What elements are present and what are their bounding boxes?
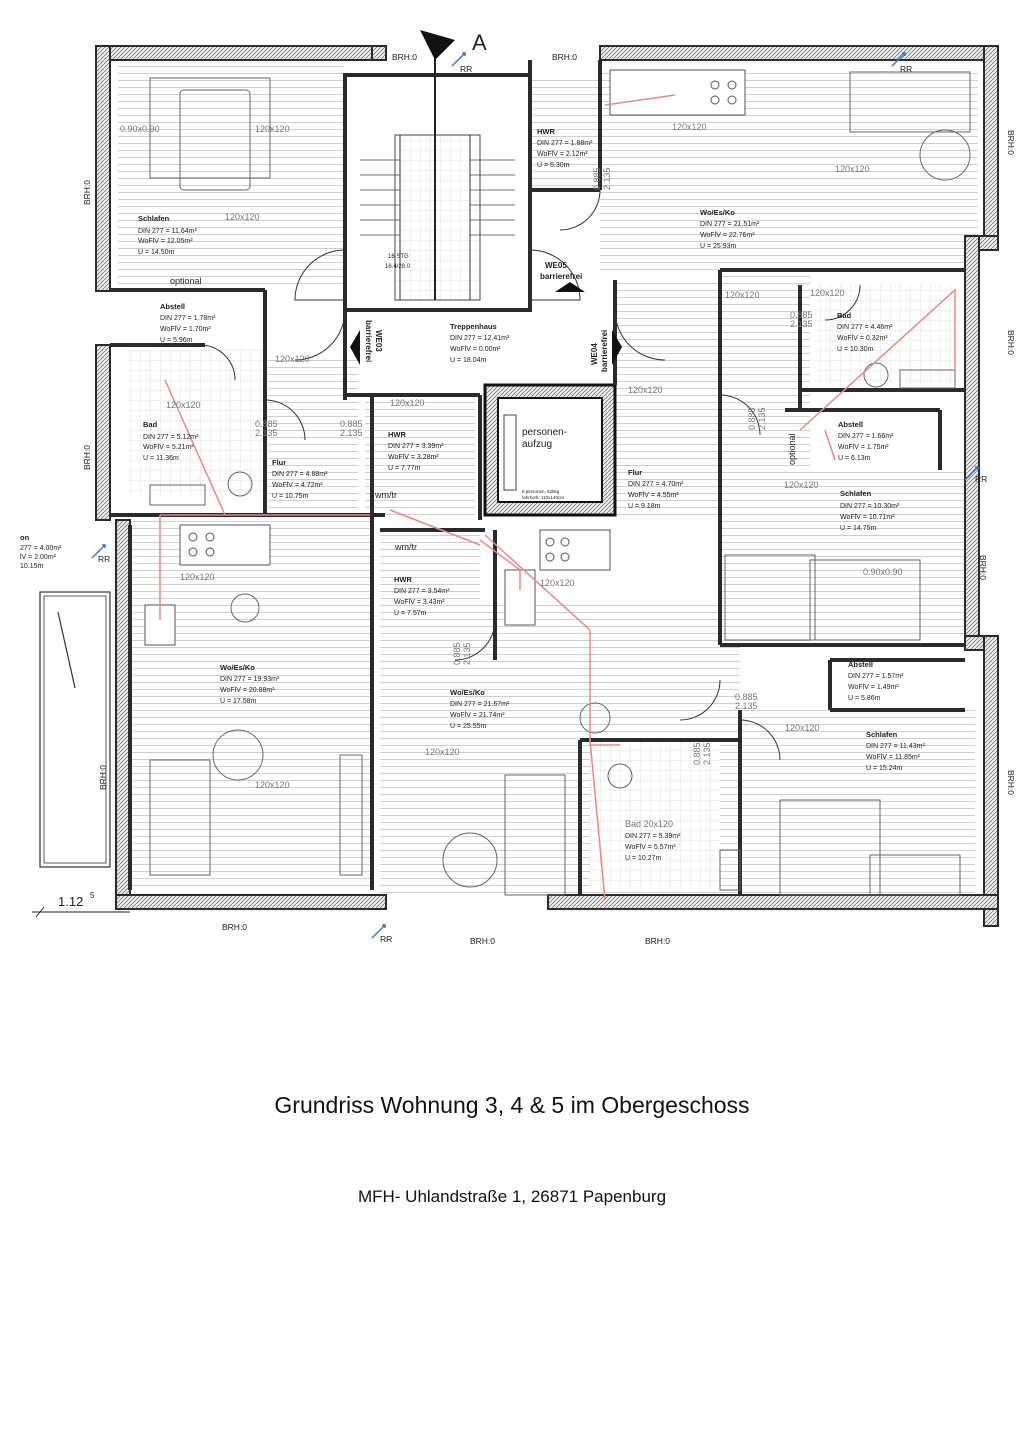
area-value: 277 = 4.00m² — [20, 545, 62, 552]
brh-label: BRH:0 — [98, 764, 108, 790]
room-value: U = 11.36m — [143, 455, 179, 462]
size-tag: 120x120 — [275, 354, 310, 364]
room-value: DIN 277 = 1.88m² — [537, 140, 593, 147]
staircase — [345, 30, 530, 310]
room-value: U = 18.04m — [450, 357, 487, 364]
room-value: DIN 277 = 5.39m² — [625, 833, 681, 840]
room-value: U = 9.18m — [628, 503, 661, 510]
room-value: DIN 277 = 5.12m² — [143, 434, 199, 441]
room-value: DIN 277 = 12.41m² — [450, 335, 510, 342]
room-name: Schlafen — [866, 730, 898, 739]
room-value: WoFlV = 1.49m² — [848, 684, 899, 691]
size-tag: 120x120 — [425, 747, 460, 757]
apartment-entry-we03 — [350, 320, 383, 365]
size-tag: 120x120 — [784, 480, 819, 490]
brh-label: BRH:0 — [392, 52, 418, 62]
we05-label: WE05 — [545, 261, 567, 270]
brh-label: BRH:0 — [222, 922, 248, 932]
we04-label: WE04 — [590, 343, 599, 365]
room-value: WoFlV = 5.21m² — [143, 444, 194, 451]
we03-label: WE03 — [374, 330, 383, 352]
room-name: Bad — [143, 420, 158, 429]
room-value: DIN 277 = 19.93m² — [220, 676, 280, 683]
room-value: WoFlV = 11.85m² — [866, 754, 921, 761]
area-value: 10.15m — [20, 563, 44, 570]
dim-112-value: 1.12 — [58, 894, 84, 909]
washer-dryer-label: wm/tr — [375, 490, 397, 500]
room-value: U = 15.24m — [866, 765, 903, 772]
room-name: Bad — [837, 311, 852, 320]
size-tag: 120x120 — [255, 124, 290, 134]
size-tag: 120x120 — [180, 572, 215, 582]
document-subtitle: MFH- Uhlandstraße 1, 26871 Papenburg — [357, 1187, 667, 1206]
room-value: DIN 277 = 3.54m² — [394, 588, 450, 595]
door-dim: 2.135 — [757, 407, 767, 430]
stair-steps: 16 STG — [388, 254, 409, 260]
size-tag: 120x120 — [835, 164, 870, 174]
room-value: WoFlV = 10.71m² — [840, 514, 895, 521]
room-value: U = 7.57m — [394, 610, 427, 617]
brh-label: BRH:0 — [1006, 130, 1016, 156]
washer-dryer-label: wm/tr — [395, 542, 417, 552]
room-value: U = 5.86m — [848, 695, 881, 702]
brh-label: BRH:0 — [470, 936, 496, 946]
elevator-label: personen- — [522, 427, 568, 438]
size-tag: 120x120 — [225, 212, 260, 222]
rr-label: RR — [900, 64, 913, 74]
room-name: Wo/Es/Ko — [700, 208, 735, 217]
room-name: Abstell — [160, 302, 186, 311]
brh-label: BRH:0 — [1006, 770, 1016, 796]
room-name: Schlafen — [840, 489, 872, 498]
room-value: WoFlV = 5.57m² — [625, 844, 676, 851]
room-value: WoFlV = 0.32m² — [837, 335, 888, 342]
room-value: DIN 277 = 4.46m² — [837, 324, 893, 331]
door-dim: 2.135 — [602, 167, 612, 190]
dim-112-sup: 5 — [90, 891, 95, 900]
room-value: WoFlV = 12.05m² — [138, 238, 193, 245]
room-abstell-east — [838, 420, 894, 462]
size-tag: 120x120 — [255, 780, 290, 790]
room-treppenhaus — [450, 322, 510, 364]
elevator-spec: fahrkorb: 110x140cm — [522, 495, 564, 500]
room-value: U = 10.30m — [837, 346, 874, 353]
optional-label: optional — [787, 433, 797, 465]
barrierefrei-label: barrierefrei — [364, 320, 373, 363]
room-name: Wo/Es/Ko — [220, 663, 255, 672]
room-value: WoFlV = 1.70m² — [160, 326, 211, 333]
room-value: U = 5.96m — [160, 337, 193, 344]
room-value: DIN 277 = 4.88m² — [272, 471, 328, 478]
north-arrow-label: A — [472, 30, 487, 55]
room-name: Flur — [628, 468, 643, 477]
room-value: WoFlV = 20.88m² — [220, 687, 275, 694]
door-dim: 0.885 — [692, 742, 702, 765]
size-tag: 0.90x0.90 — [863, 567, 903, 577]
door-dim: 0.885 — [592, 167, 602, 190]
size-tag: 120x120 — [166, 400, 201, 410]
brh-label: BRH:0 — [645, 936, 671, 946]
door-dim: 2.135 — [735, 701, 758, 711]
room-value: WoFlV = 3.28m² — [388, 454, 439, 461]
document-title: Grundriss Wohnung 3, 4 & 5 im Obergeschoss — [274, 1092, 750, 1118]
room-value: WoFlV = 21.74m² — [450, 712, 505, 719]
rr-label: RR — [98, 554, 111, 564]
room-value: U = 6.30m — [537, 162, 570, 169]
room-name: HWR — [388, 430, 406, 439]
size-tag: 120x120 — [540, 578, 575, 588]
door-dim: 0.885 — [735, 692, 758, 702]
room-value: DIN 277 = 10.30m² — [840, 503, 900, 510]
room-value: U = 25.55m — [450, 723, 487, 730]
door-dim: 0.885 — [452, 642, 462, 665]
size-tag: 120x120 — [628, 385, 663, 395]
room-abstell-southeast — [848, 660, 904, 702]
area-label: on — [20, 533, 30, 542]
room-value: DIN 277 = 3.39m² — [388, 443, 444, 450]
stair-rise: 16.4/28.0 — [385, 264, 411, 270]
door-dim: 2.135 — [340, 428, 363, 438]
room-value: WoFlV = 2.12m² — [537, 151, 588, 158]
door-dim: 2.135 — [702, 742, 712, 765]
size-tag: Bad 20x120 — [625, 819, 674, 829]
room-name: Abstell — [838, 420, 864, 429]
room-value: WoFlV = 3.43m² — [394, 599, 445, 606]
brh-label: BRH:0 — [978, 555, 988, 581]
optional-label: optional — [170, 276, 202, 286]
size-tag: 120x120 — [725, 290, 760, 300]
size-tag: 120x120 — [390, 398, 425, 408]
brh-label: BRH:0 — [1006, 330, 1016, 356]
room-value: U = 17.58m — [220, 698, 257, 705]
room-abstell-west — [160, 302, 216, 344]
rr-label: RR — [975, 474, 988, 484]
barrierefrei-label: barrierefrei — [540, 272, 583, 281]
balcony — [40, 592, 110, 867]
rr-label: RR — [460, 64, 473, 74]
room-value: WoFlV = 4.72m² — [272, 482, 323, 489]
room-value: U = 14.50m — [138, 249, 175, 256]
room-value: DIN 277 = 1.78m² — [160, 315, 216, 322]
size-tag: 120x120 — [672, 122, 707, 132]
room-name: Abstell — [848, 660, 874, 669]
room-value: U = 7.77m — [388, 465, 421, 472]
room-value: WoFlV = 22.76m² — [700, 232, 755, 239]
room-value: DIN 277 = 4.70m² — [628, 481, 684, 488]
room-value: WoFlV = 0.00m² — [450, 346, 501, 353]
elevator-spec: 8 personen, 625kg — [522, 489, 560, 494]
door-dim: 2.135 — [255, 428, 278, 438]
room-value: DIN 277 = 1.66m² — [838, 433, 894, 440]
size-tag: 0.90x0.90 — [120, 124, 160, 134]
door-dim: 2.135 — [790, 319, 813, 329]
door-dim: 2.135 — [462, 642, 472, 665]
room-name: Schlafen — [138, 214, 170, 223]
size-tag: 120x120 — [810, 288, 845, 298]
elevator-label: aufzug — [522, 439, 553, 450]
room-name: Treppenhaus — [450, 322, 497, 331]
rr-label: RR — [380, 934, 393, 944]
room-value: U = 10.75m — [272, 493, 309, 500]
door-dim: 0.885 — [340, 419, 363, 429]
brh-label: BRH:0 — [82, 179, 92, 205]
room-value: U = 6.13m — [838, 455, 871, 462]
door-dim: 0.885 — [255, 419, 278, 429]
room-value: DIN 277 = 1.57m² — [848, 673, 904, 680]
room-value: WoFlV = 4.55m² — [628, 492, 679, 499]
room-value: DIN 277 = 21.67m² — [450, 701, 510, 708]
room-value: U = 25.93m — [700, 243, 737, 250]
room-value: DIN 277 = 11.43m² — [866, 743, 925, 750]
room-value: DIN 277 = 21.51m² — [700, 221, 760, 228]
size-tag: 120x120 — [785, 723, 820, 733]
room-value: U = 10.27m — [625, 855, 662, 862]
barrierefrei-label: barrierefrei — [600, 329, 609, 372]
room-name: HWR — [537, 127, 555, 136]
brh-label: BRH:0 — [82, 444, 92, 470]
room-name: Wo/Es/Ko — [450, 688, 485, 697]
room-value: DIN 277 = 11.64m² — [138, 228, 197, 235]
room-value: WoFlV = 1.75m² — [838, 444, 889, 451]
brh-label: BRH:0 — [552, 52, 578, 62]
balcony-area-label — [20, 533, 62, 570]
door-dim: 0.885 — [790, 310, 813, 320]
area-value: lV = 2.00m² — [20, 554, 56, 561]
door-dim: 0.885 — [747, 407, 757, 430]
room-value: U = 14.75m — [840, 525, 877, 532]
room-name: HWR — [394, 575, 412, 584]
room-name: Flur — [272, 458, 287, 467]
